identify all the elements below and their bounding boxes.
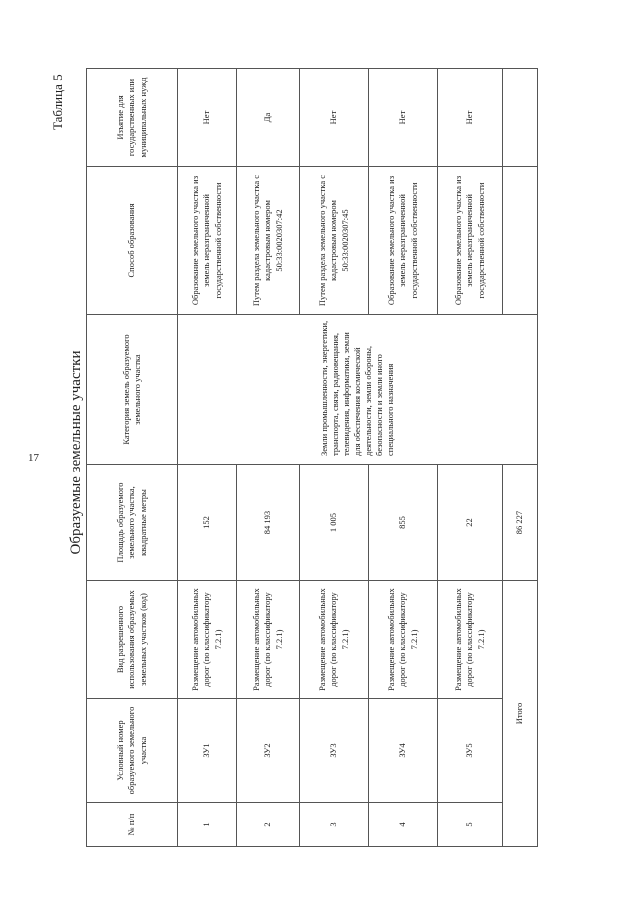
permitted-use: Размещение автомобильных дорог (по классификатору 7.2.1) xyxy=(237,581,300,699)
formation-method: Образование земельного участка из земель неразграниченной государственной собственности xyxy=(438,167,503,315)
empty-cell xyxy=(503,167,538,315)
formation-method: Образование земельного участка из земель неразграниченной государственной собственности xyxy=(369,167,438,315)
page-number: 17 xyxy=(28,452,39,464)
page-title: Образуемые земельные участки xyxy=(68,350,84,555)
table-header-row xyxy=(87,69,178,847)
plot-area: 1 005 xyxy=(300,465,369,581)
formation-method: Образование земельного участка из земель неразграниченной государственной собственности xyxy=(178,167,237,315)
column-header: Вид разрешенного использования образуемых земельных участков (код) xyxy=(87,581,178,699)
plot-area: 855 xyxy=(369,465,438,581)
formation-method: Путем раздела земельного участка с кадастровым номером 50:33:0020307:45 xyxy=(300,167,369,315)
column-header: Категория земель образуемого земельного участка xyxy=(87,315,178,465)
plot-id: ЗУ1 xyxy=(178,699,237,803)
table-label: Таблица 5 xyxy=(50,74,65,130)
formation-method: Путем раздела земельного участка с кадастровым номером 50:33:0020307:42 xyxy=(237,167,300,315)
seizure-status: Да xyxy=(237,69,300,167)
plot-area: 84 193 xyxy=(237,465,300,581)
total-area: 86 227 xyxy=(503,465,538,581)
total-label: Итого xyxy=(503,581,538,847)
row-number: 2 xyxy=(237,803,300,847)
seizure-status: Нет xyxy=(300,69,369,167)
table-row xyxy=(178,69,237,847)
seizure-status: Нет xyxy=(178,69,237,167)
column-header: Площадь образуемого земельного участка, квадратные метры xyxy=(87,465,178,581)
permitted-use: Размещение автомобильных дорог (по классификатору 7.2.1) xyxy=(369,581,438,699)
plot-area: 152 xyxy=(178,465,237,581)
empty-cell xyxy=(503,69,538,167)
seizure-status: Нет xyxy=(369,69,438,167)
plot-id: ЗУ4 xyxy=(369,699,438,803)
row-number: 4 xyxy=(369,803,438,847)
row-number: 5 xyxy=(438,803,503,847)
column-header: Условный номер образуемого земельного участка xyxy=(87,699,178,803)
permitted-use: Размещение автомобильных дорог (по классификатору 7.2.1) xyxy=(300,581,369,699)
land-category: Земли промышленности, энергетики, транспорта, связи, радиовещания, телевидения, информатики, земли для обеспечения космической деятельности, земли обороны, безопасности и земли иного специального назначения xyxy=(178,315,538,465)
land-plots-table xyxy=(86,68,538,847)
plot-id: ЗУ3 xyxy=(300,699,369,803)
plot-id: ЗУ2 xyxy=(237,699,300,803)
column-header: Изъятие для государственных или муниципальных нужд xyxy=(87,69,178,167)
column-header: Способ образования xyxy=(87,167,178,315)
permitted-use: Размещение автомобильных дорог (по классификатору 7.2.1) xyxy=(438,581,503,699)
row-number: 3 xyxy=(300,803,369,847)
row-number: 1 xyxy=(178,803,237,847)
permitted-use: Размещение автомобильных дорог (по классификатору 7.2.1) xyxy=(178,581,237,699)
column-header: № п/п xyxy=(87,803,178,847)
plot-id: ЗУ5 xyxy=(438,699,503,803)
seizure-status: Нет xyxy=(438,69,503,167)
plot-area: 22 xyxy=(438,465,503,581)
